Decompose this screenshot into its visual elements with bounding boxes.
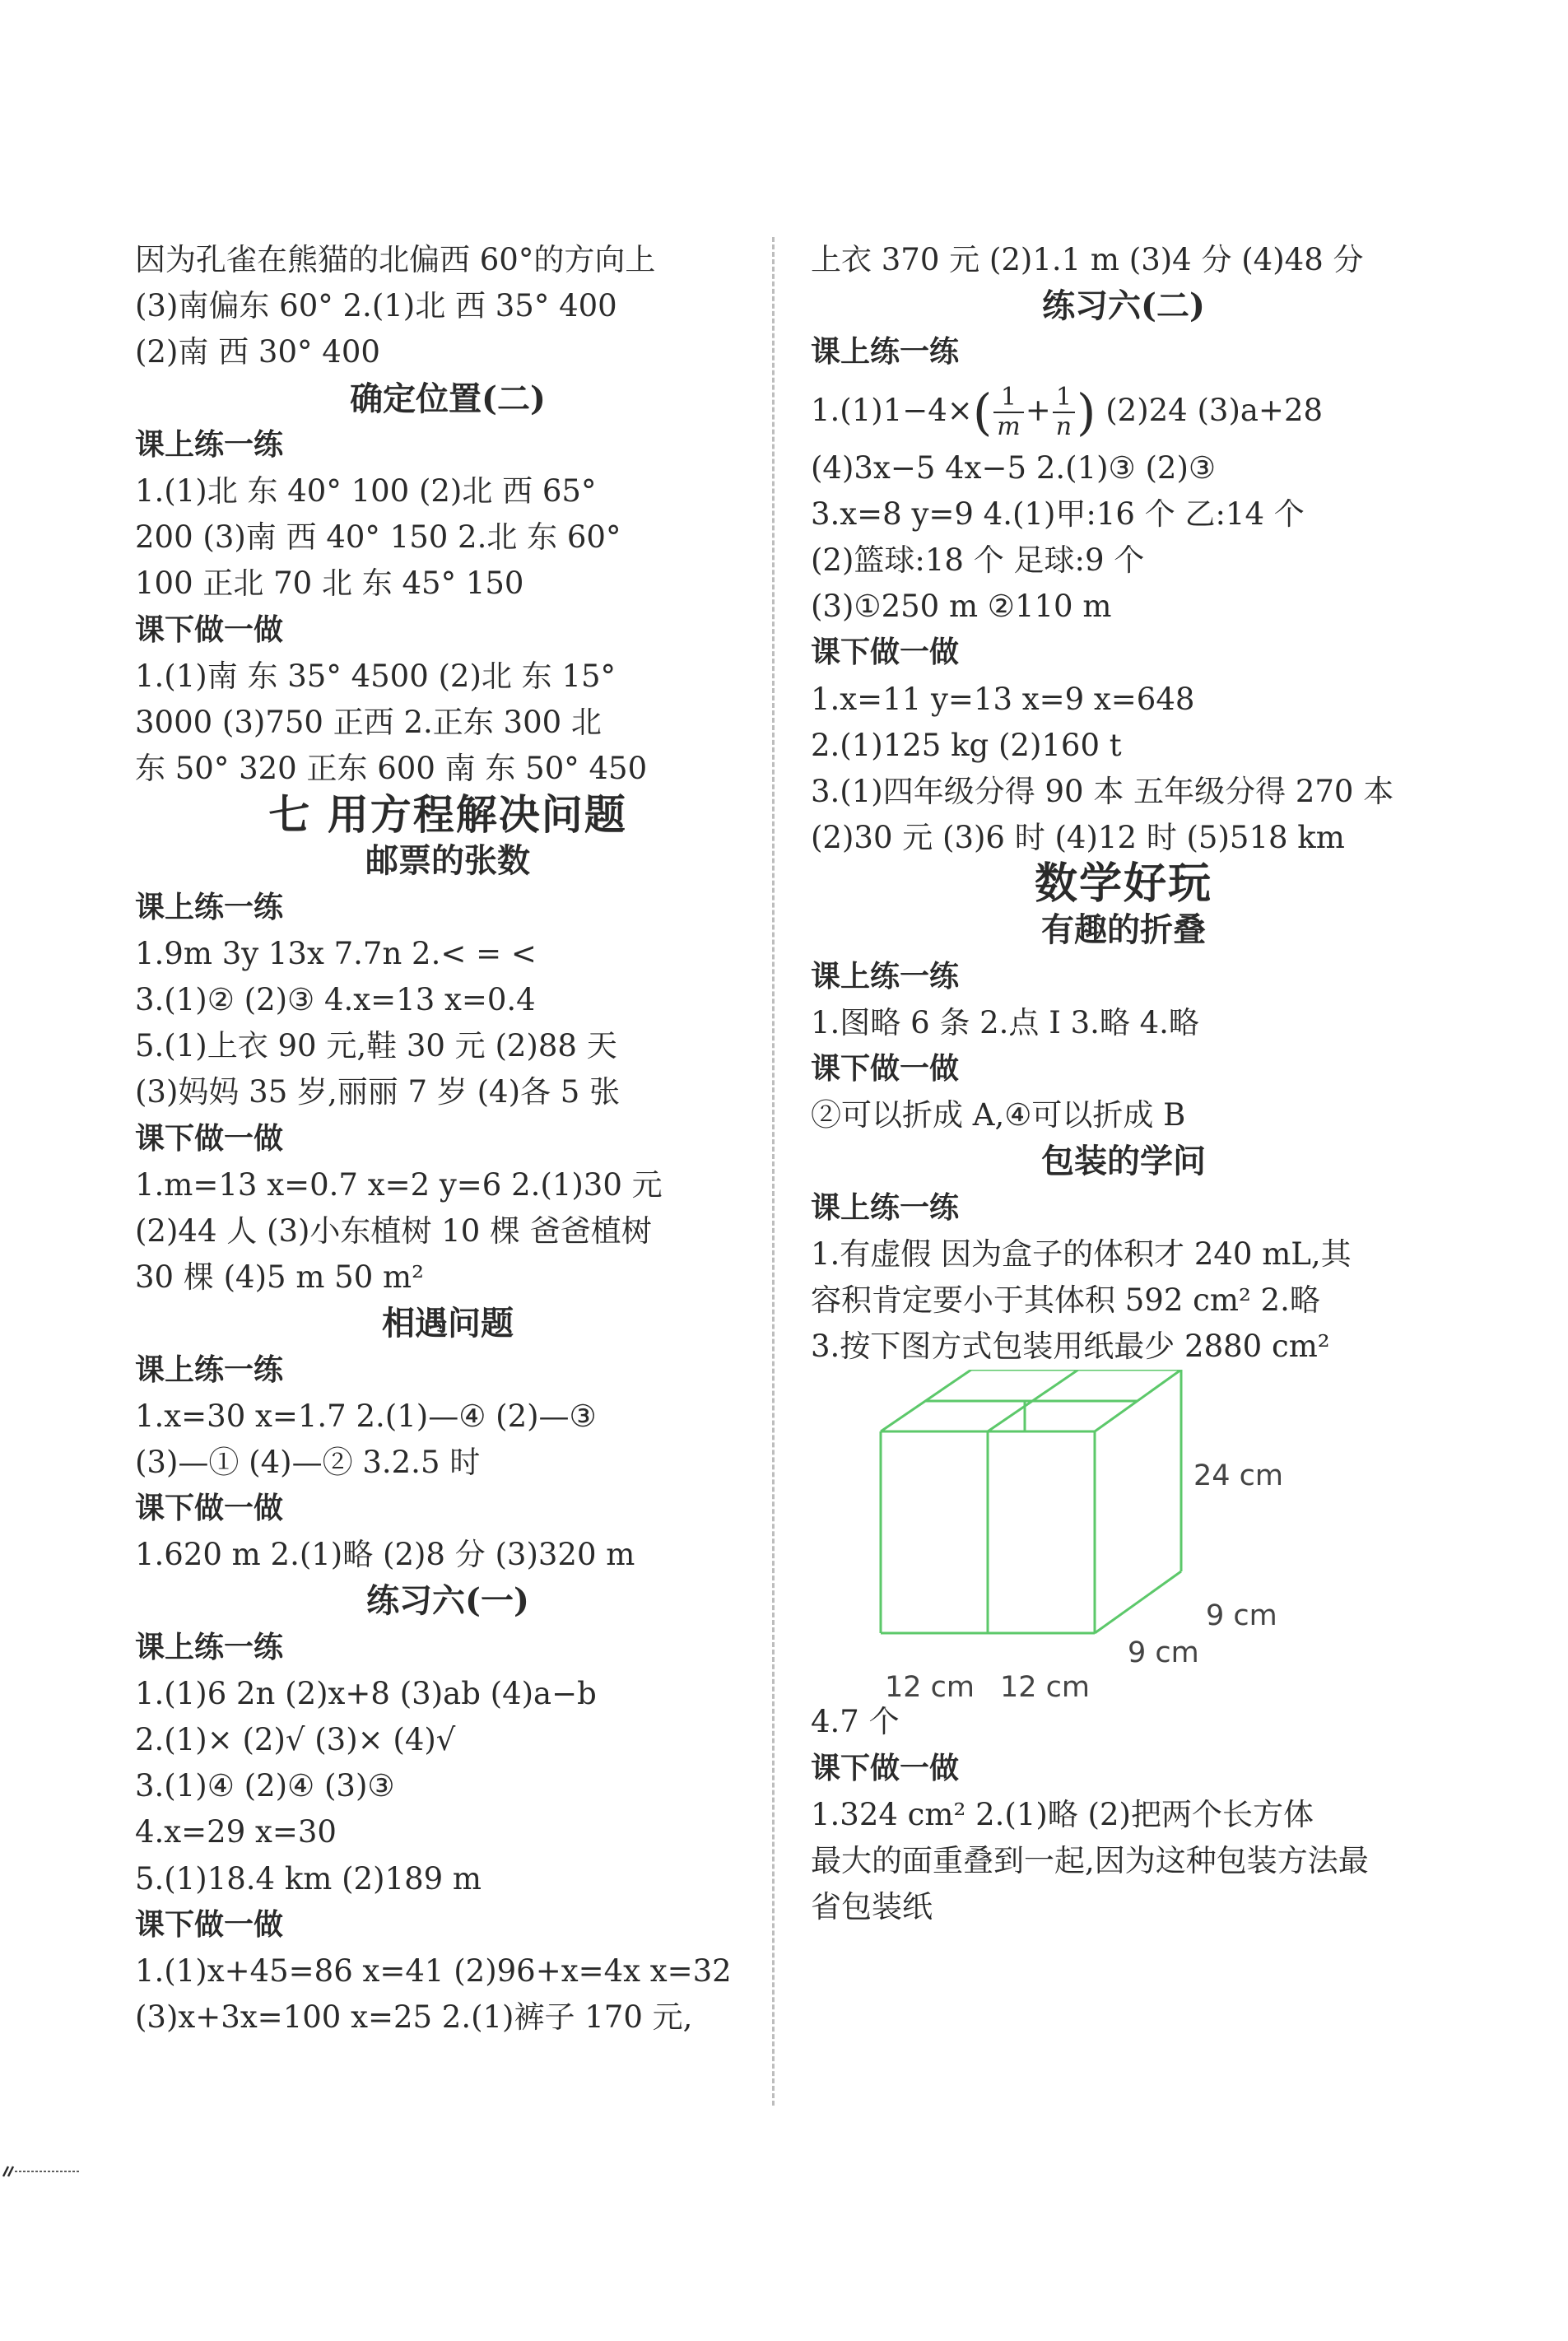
subsection-heading: 课下做一做 [135, 1492, 284, 1526]
answer-line: 1.图略 6 条 2.点 I 3.略 4.略 [811, 1004, 1199, 1040]
subsection-heading: 课上练一练 [135, 1630, 284, 1664]
answer-line: 100 正北 70 北 东 45° 150 [135, 565, 524, 602]
answer-line: (4)3x−5 4x−5 2.(1)③ (2)③ [811, 449, 1217, 486]
answer-line: 200 (3)南 西 40° 150 2.北 东 60° [135, 519, 621, 556]
subsection-heading: 课下做一做 [811, 1751, 960, 1785]
answer-line: ②可以折成 A,④可以折成 B [811, 1097, 1186, 1133]
fraction-1-numerator: 1 [993, 384, 1023, 413]
left-column [135, 237, 761, 2041]
section-title: 邮票的张数 [365, 841, 530, 881]
answer-line: 1.x=30 x=1.7 2.(1)—④ (2)—③ [135, 1398, 597, 1434]
dimension-label-depth2: 9 cm [1128, 1636, 1199, 1670]
left-paren-icon: ( [972, 384, 993, 442]
fraction-suffix: (2)24 (3)a+28 [1096, 392, 1324, 428]
section-title: 练习六(二) [1042, 286, 1205, 326]
answer-line: 3.(1)④ (2)④ (3)③ [135, 1768, 395, 1804]
answer-line: (3)—① (4)—② 3.2.5 时 [135, 1444, 481, 1480]
subsection-heading: 课下做一做 [135, 612, 284, 647]
fraction-1-denominator: m [997, 412, 1021, 442]
answer-line: 5.(1)上衣 90 元,鞋 30 元 (2)88 天 [135, 1028, 617, 1064]
answer-line: (3)南偏东 60° 2.(1)北 西 35° 400 [135, 288, 617, 324]
chapter-title: 数学好玩 [1034, 859, 1212, 910]
answer-line: 3.x=8 y=9 4.(1)甲:16 个 乙:14 个 [811, 496, 1305, 532]
box-diagram-figure [811, 1370, 1436, 1699]
answer-line: 1.m=13 x=0.7 x=2 y=6 2.(1)30 元 [135, 1166, 663, 1203]
answer-line: 3000 (3)750 正西 2.正东 300 北 [135, 704, 602, 740]
dimension-label-w1: 12 cm [885, 1671, 975, 1700]
fraction-prefix: 1.(1)1−4× [811, 392, 973, 428]
answer-line: 1.(1)南 东 35° 4500 (2)北 东 15° [135, 658, 616, 694]
subsection-heading: 课下做一做 [811, 635, 960, 670]
subsection-heading: 课下做一做 [135, 1121, 284, 1156]
subsection-heading: 课上练一练 [135, 427, 284, 462]
answer-line: 最大的面重叠到一起,因为这种包装方法最 [811, 1842, 1369, 1878]
answer-line: 3.(1)四年级分得 90 本 五年级分得 270 本 [811, 773, 1394, 809]
fraction-2-numerator: 1 [1053, 384, 1075, 413]
answer-line: 1.324 cm² 2.(1)略 (2)把两个长方体 [811, 1796, 1314, 1832]
section-title: 有趣的折叠 [1041, 910, 1206, 950]
answer-line: 1.(1)北 东 40° 100 (2)北 西 65° [135, 472, 597, 509]
dimension-label-height: 24 cm [1193, 1459, 1283, 1493]
answer-line: 30 棵 (4)5 m 50 m² [135, 1259, 424, 1296]
section-title: 包装的学问 [1041, 1142, 1206, 1181]
answer-line: 1.(1)x+45=86 x=41 (2)96+x=4x x=32 [135, 1952, 732, 1989]
right-column [811, 237, 1436, 1930]
dimension-label-depth: 9 cm [1206, 1599, 1277, 1633]
answer-line: 3.按下图方式包装用纸最少 2880 cm² [811, 1329, 1330, 1365]
plus-sign: + [1025, 392, 1051, 428]
chapter-title: 七 用方程解决问题 [268, 790, 627, 840]
answer-line: 2.(1)× (2)√ (3)× (4)√ [135, 1722, 456, 1757]
subsection-heading: 课上练一练 [811, 1190, 960, 1225]
box-diagram [811, 1370, 1436, 1699]
subsection-heading: 课上练一练 [811, 335, 960, 370]
answer-line: 1.9m 3y 13x 7.7n 2.< = < [135, 935, 537, 971]
dimension-label-w2: 12 cm [1000, 1671, 1090, 1700]
answer-line: (2)30 元 (3)6 时 (4)12 时 (5)518 km [811, 820, 1345, 856]
column-divider [772, 237, 775, 2106]
answer-line: (2)篮球:18 个 足球:9 个 [811, 542, 1145, 578]
answer-line: (3)①250 m ②110 m [811, 589, 1112, 625]
fraction-2-denominator: n [1055, 412, 1072, 442]
subsection-heading: 课下做一做 [135, 1907, 284, 1942]
answer-line: 因为孔雀在熊猫的北偏西 60°的方向上 [135, 242, 656, 277]
answer-line: 省包装纸 [811, 1889, 933, 1925]
answer-line: (3)妈妈 35 岁,丽丽 7 岁 (4)各 5 张 [135, 1074, 621, 1110]
page-corner-mark-icon [0, 2163, 82, 2180]
answer-line: 1.(1)6 2n (2)x+8 (3)ab (4)a−b [135, 1675, 597, 1711]
answer-line: 东 50° 320 正东 600 南 东 50° 450 [135, 751, 648, 787]
diagram-edge [1095, 1571, 1181, 1633]
answer-line: (2)南 西 30° 400 [135, 334, 380, 370]
subsection-heading: 课上练一练 [135, 890, 284, 924]
right-paren-icon: ) [1077, 384, 1096, 442]
answer-line: (3)x+3x=100 x=25 2.(1)裤子 170 元, [135, 1999, 693, 2036]
answer-line: 4.x=29 x=30 [135, 1814, 337, 1850]
section-title: 确定位置(二) [350, 379, 546, 418]
answer-line: 1.620 m 2.(1)略 (2)8 分 (3)320 m [135, 1537, 635, 1573]
fraction-1 [993, 384, 1023, 441]
fraction-2 [1053, 384, 1075, 441]
answer-line: 1.有虚假 因为盒子的体积才 240 mL,其 [811, 1236, 1352, 1272]
answer-line: 3.(1)② (2)③ 4.x=13 x=0.4 [135, 982, 536, 1017]
subsection-heading: 课上练一练 [135, 1352, 284, 1387]
answer-line: 2.(1)125 kg (2)160 t [811, 727, 1122, 763]
subsection-heading: 课上练一练 [811, 959, 960, 994]
answer-line: 1.x=11 y=13 x=9 x=648 [811, 681, 1195, 717]
answer-line-fraction [811, 376, 1436, 445]
answer-line: 上衣 370 元 (2)1.1 m (3)4 分 (4)48 分 [811, 242, 1364, 277]
section-title: 练习六(一) [366, 1581, 529, 1621]
answer-line: (2)44 人 (3)小东植树 10 棵 爸爸植树 [135, 1212, 652, 1249]
answer-line: 4.7 个 [811, 1704, 900, 1740]
answer-line: 容积肯定要小于其体积 592 cm² 2.略 [811, 1282, 1320, 1318]
subsection-heading: 课下做一做 [811, 1052, 960, 1086]
answer-line: 5.(1)18.4 km (2)189 m [135, 1860, 482, 1897]
section-title: 相遇问题 [382, 1304, 514, 1343]
